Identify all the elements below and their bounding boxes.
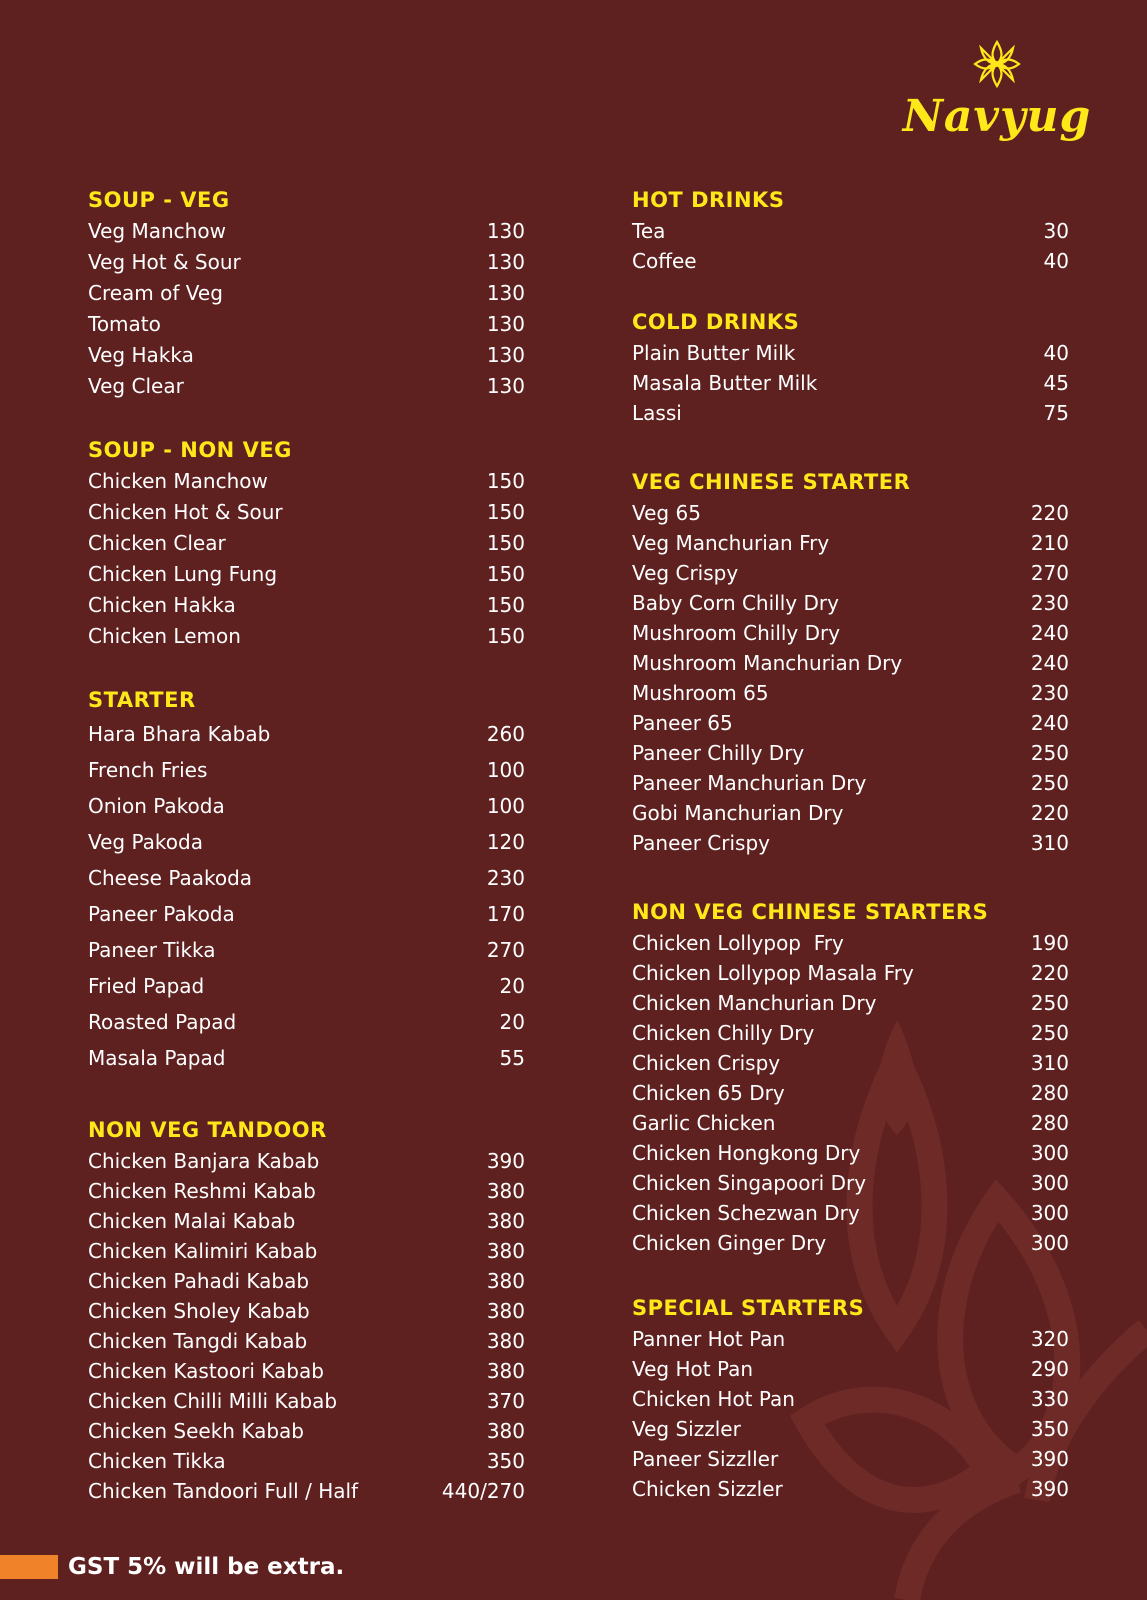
item-name: Chicken Manchow — [88, 469, 268, 493]
menu-item — [88, 932, 525, 968]
item-name: Chicken Banjara Kabab — [88, 1149, 320, 1173]
item-price: 380 — [486, 1419, 525, 1443]
item-price: 250 — [1030, 741, 1069, 765]
item-name: Chicken Hongkong Dry — [632, 1141, 861, 1165]
item-name: Chicken Crispy — [632, 1051, 781, 1075]
menu-item — [632, 1384, 1069, 1414]
item-price: 130 — [486, 312, 525, 336]
menu-item — [632, 1414, 1069, 1444]
gst-note: GST 5% will be extra. — [68, 1554, 345, 1580]
item-name: Roasted Papad — [88, 1010, 237, 1034]
menu-section — [88, 686, 525, 1076]
menu-item — [632, 398, 1069, 428]
menu-item — [88, 309, 525, 340]
menu-item — [632, 708, 1069, 738]
menu-item — [88, 1326, 525, 1356]
menu-section — [632, 468, 1069, 858]
item-name: Hara Bhara Kabab — [88, 722, 271, 746]
item-name: Veg Hakka — [88, 343, 194, 367]
menu-item — [632, 1078, 1069, 1108]
item-price: 280 — [1030, 1081, 1069, 1105]
item-name: Veg Crispy — [632, 561, 739, 585]
menu-item — [88, 1206, 525, 1236]
item-price: 150 — [486, 531, 525, 555]
item-name: Baby Corn Chilly Dry — [632, 591, 839, 615]
menu-section — [632, 1294, 1069, 1504]
item-name: French Fries — [88, 758, 208, 782]
menu-item — [88, 466, 525, 497]
item-price: 130 — [486, 281, 525, 305]
menu-item — [88, 621, 525, 652]
menu-item — [632, 246, 1069, 276]
item-name: Paneer Chilly Dry — [632, 741, 805, 765]
item-price: 230 — [1030, 591, 1069, 615]
item-name: Chicken Ginger Dry — [632, 1231, 827, 1255]
item-price: 350 — [1030, 1417, 1069, 1441]
menu-item — [88, 968, 525, 1004]
item-price: 150 — [486, 500, 525, 524]
item-name: Chicken Hot & Sour — [88, 500, 283, 524]
item-price: 250 — [1030, 1021, 1069, 1045]
menu-item — [632, 1108, 1069, 1138]
item-price: 290 — [1030, 1357, 1069, 1381]
item-name: Fried Papad — [88, 974, 205, 998]
item-name: Chicken Kastoori Kabab — [88, 1359, 324, 1383]
menu-item — [632, 1324, 1069, 1354]
item-price: 260 — [486, 722, 525, 746]
item-price: 220 — [1030, 961, 1069, 985]
item-price: 240 — [1030, 711, 1069, 735]
item-name: Garlic Chicken — [632, 1111, 776, 1135]
item-price: 310 — [1030, 831, 1069, 855]
item-price: 30 — [1043, 219, 1069, 243]
left-column — [88, 186, 525, 1506]
menu-item — [632, 798, 1069, 828]
menu-item — [632, 368, 1069, 398]
item-name: Chicken Lollypop Masala Fry — [632, 961, 914, 985]
menu-item — [632, 528, 1069, 558]
item-name: Mushroom 65 — [632, 681, 769, 705]
item-price: 250 — [1030, 991, 1069, 1015]
item-name: Chicken Chilli Milli Kabab — [88, 1389, 338, 1413]
item-price: 100 — [486, 794, 525, 818]
item-price: 380 — [486, 1209, 525, 1233]
item-name: Chicken Reshmi Kabab — [88, 1179, 316, 1203]
menu-item — [632, 1168, 1069, 1198]
section-title: SOUP - VEG — [88, 188, 230, 212]
item-name: Paneer Crispy — [632, 831, 770, 855]
menu-section — [88, 186, 525, 402]
item-name: Cream of Veg — [88, 281, 223, 305]
menu-item — [88, 1266, 525, 1296]
item-price: 130 — [486, 219, 525, 243]
menu-item — [88, 788, 525, 824]
right-column — [632, 186, 1069, 1504]
item-price: 130 — [486, 343, 525, 367]
item-price: 130 — [486, 374, 525, 398]
item-price: 370 — [486, 1389, 525, 1413]
menu-item — [632, 738, 1069, 768]
item-name: Chicken Lung Fung — [88, 562, 278, 586]
item-price: 330 — [1030, 1387, 1069, 1411]
item-price: 380 — [486, 1359, 525, 1383]
menu-item — [88, 896, 525, 932]
item-name: Chicken Kalimiri Kabab — [88, 1239, 318, 1263]
item-name: Cheese Paakoda — [88, 866, 253, 890]
item-price: 380 — [486, 1239, 525, 1263]
item-price: 240 — [1030, 621, 1069, 645]
section-title: STARTER — [88, 688, 196, 712]
menu-item — [632, 1354, 1069, 1384]
menu-item — [632, 1138, 1069, 1168]
item-name: Chicken 65 Dry — [632, 1081, 785, 1105]
item-price: 380 — [486, 1299, 525, 1323]
menu-section — [632, 308, 1069, 428]
item-name: Chicken Sizzler — [632, 1477, 783, 1501]
section-title: SPECIAL STARTERS — [632, 1296, 865, 1320]
menu-item — [88, 752, 525, 788]
item-price: 380 — [486, 1329, 525, 1353]
menu-item — [632, 1444, 1069, 1474]
item-name: Chicken Chilly Dry — [632, 1021, 815, 1045]
item-price: 100 — [486, 758, 525, 782]
item-name: Chicken Singapoori Dry — [632, 1171, 867, 1195]
menu-item — [88, 1004, 525, 1040]
item-price: 380 — [486, 1179, 525, 1203]
item-name: Tomato — [88, 312, 161, 336]
item-name: Paneer Tikka — [88, 938, 216, 962]
menu-item — [632, 988, 1069, 1018]
menu-item — [88, 247, 525, 278]
menu-section — [632, 898, 1069, 1258]
section-title: NON VEG TANDOOR — [88, 1118, 327, 1142]
item-price: 380 — [486, 1269, 525, 1293]
item-price: 320 — [1030, 1327, 1069, 1351]
section-title: SOUP - NON VEG — [88, 438, 292, 462]
menu-item — [88, 860, 525, 896]
item-name: Chicken Tandoori Full / Half — [88, 1479, 359, 1503]
item-price: 75 — [1043, 401, 1069, 425]
menu-item — [88, 1446, 525, 1476]
item-price: 390 — [486, 1149, 525, 1173]
menu-item — [88, 1176, 525, 1206]
item-name: Masala Papad — [88, 1046, 226, 1070]
menu-item — [632, 958, 1069, 988]
item-name: Veg Pakoda — [88, 830, 203, 854]
item-price: 130 — [486, 250, 525, 274]
item-price: 280 — [1030, 1111, 1069, 1135]
item-name: Chicken Seekh Kabab — [88, 1419, 304, 1443]
item-price: 390 — [1030, 1477, 1069, 1501]
item-name: Chicken Lemon — [88, 624, 241, 648]
item-name: Veg Manchurian Fry — [632, 531, 830, 555]
item-name: Masala Butter Milk — [632, 371, 818, 395]
item-price: 440/270 — [441, 1479, 525, 1503]
item-price: 250 — [1030, 771, 1069, 795]
item-price: 40 — [1043, 249, 1069, 273]
item-price: 300 — [1030, 1201, 1069, 1225]
item-name: Chicken Manchurian Dry — [632, 991, 877, 1015]
menu-item — [632, 1198, 1069, 1228]
menu-section — [88, 436, 525, 652]
item-name: Veg Hot & Sour — [88, 250, 241, 274]
menu-item — [88, 1476, 525, 1506]
menu-item — [632, 768, 1069, 798]
item-price: 310 — [1030, 1051, 1069, 1075]
item-name: Veg Manchow — [88, 219, 226, 243]
menu-item — [88, 1296, 525, 1326]
menu-item — [88, 497, 525, 528]
item-name: Chicken Schezwan Dry — [632, 1201, 860, 1225]
item-price: 240 — [1030, 651, 1069, 675]
section-title: HOT DRINKS — [632, 188, 785, 212]
item-price: 300 — [1030, 1231, 1069, 1255]
item-price: 300 — [1030, 1171, 1069, 1195]
menu-item — [88, 278, 525, 309]
item-price: 390 — [1030, 1447, 1069, 1471]
menu-item — [88, 824, 525, 860]
item-price: 150 — [486, 562, 525, 586]
flower-emblem-icon — [969, 38, 1025, 90]
item-price: 170 — [486, 902, 525, 926]
menu-item — [632, 1474, 1069, 1504]
item-name: Plain Butter Milk — [632, 341, 796, 365]
item-name: Paneer Manchurian Dry — [632, 771, 867, 795]
section-title: NON VEG CHINESE STARTERS — [632, 900, 989, 924]
menu-item — [632, 1048, 1069, 1078]
menu-item — [632, 338, 1069, 368]
item-name: Onion Pakoda — [88, 794, 225, 818]
item-name: Chicken Hakka — [88, 593, 236, 617]
item-price: 270 — [486, 938, 525, 962]
item-price: 210 — [1030, 531, 1069, 555]
item-price: 230 — [1030, 681, 1069, 705]
item-name: Chicken Clear — [88, 531, 226, 555]
menu-item — [88, 1146, 525, 1176]
item-name: Veg Clear — [88, 374, 184, 398]
item-name: Chicken Sholey Kabab — [88, 1299, 310, 1323]
menu-item — [88, 528, 525, 559]
item-name: Paneer Sizzller — [632, 1447, 779, 1471]
item-name: Paneer 65 — [632, 711, 733, 735]
item-price: 190 — [1030, 931, 1069, 955]
item-name: Chicken Pahadi Kabab — [88, 1269, 310, 1293]
item-name: Panner Hot Pan — [632, 1327, 786, 1351]
item-name: Veg 65 — [632, 501, 701, 525]
item-price: 150 — [486, 469, 525, 493]
item-price: 40 — [1043, 341, 1069, 365]
item-name: Chicken Lollypop Fry — [632, 931, 844, 955]
item-name: Tea — [632, 219, 666, 243]
item-name: Coffee — [632, 249, 697, 273]
menu-section — [88, 1116, 525, 1506]
menu-item — [88, 340, 525, 371]
item-name: Paneer Pakoda — [88, 902, 235, 926]
menu-item — [88, 716, 525, 752]
menu-item — [88, 1040, 525, 1076]
brand-name: Navyug — [902, 91, 1092, 142]
item-name: Mushroom Chilly Dry — [632, 621, 841, 645]
item-price: 270 — [1030, 561, 1069, 585]
menu-item — [632, 828, 1069, 858]
footer-accent-bar — [0, 1555, 58, 1579]
item-name: Lassi — [632, 401, 682, 425]
item-price: 150 — [486, 624, 525, 648]
item-name: Veg Sizzler — [632, 1417, 741, 1441]
footer — [0, 1552, 344, 1582]
menu-item — [88, 1356, 525, 1386]
menu-item — [88, 559, 525, 590]
section-title: COLD DRINKS — [632, 310, 800, 334]
item-price: 300 — [1030, 1141, 1069, 1165]
menu-item — [632, 558, 1069, 588]
menu-item — [632, 678, 1069, 708]
item-price: 150 — [486, 593, 525, 617]
menu-item — [88, 590, 525, 621]
item-price: 220 — [1030, 801, 1069, 825]
section-title: VEG CHINESE STARTER — [632, 470, 911, 494]
item-name: Mushroom Manchurian Dry — [632, 651, 903, 675]
item-name: Veg Hot Pan — [632, 1357, 754, 1381]
menu-item — [632, 1228, 1069, 1258]
item-price: 45 — [1043, 371, 1069, 395]
menu-item — [632, 498, 1069, 528]
menu-item — [632, 618, 1069, 648]
menu-item — [632, 588, 1069, 618]
menu-item — [88, 371, 525, 402]
item-price: 20 — [499, 1010, 525, 1034]
item-name: Chicken Malai Kabab — [88, 1209, 296, 1233]
item-name: Chicken Tangdi Kabab — [88, 1329, 308, 1353]
item-name: Chicken Hot Pan — [632, 1387, 795, 1411]
item-price: 20 — [499, 974, 525, 998]
menu-item — [88, 1236, 525, 1266]
item-name: Chicken Tikka — [88, 1449, 226, 1473]
item-price: 120 — [486, 830, 525, 854]
item-price: 55 — [499, 1046, 525, 1070]
menu-item — [632, 216, 1069, 246]
item-name: Gobi Manchurian Dry — [632, 801, 844, 825]
item-price: 230 — [486, 866, 525, 890]
menu-section — [632, 186, 1069, 276]
item-price: 220 — [1030, 501, 1069, 525]
menu-item — [88, 216, 525, 247]
item-price: 350 — [486, 1449, 525, 1473]
menu-item — [632, 648, 1069, 678]
brand-logo — [897, 38, 1097, 142]
menu-item — [88, 1386, 525, 1416]
menu-item — [632, 928, 1069, 958]
menu-item — [632, 1018, 1069, 1048]
menu-item — [88, 1416, 525, 1446]
